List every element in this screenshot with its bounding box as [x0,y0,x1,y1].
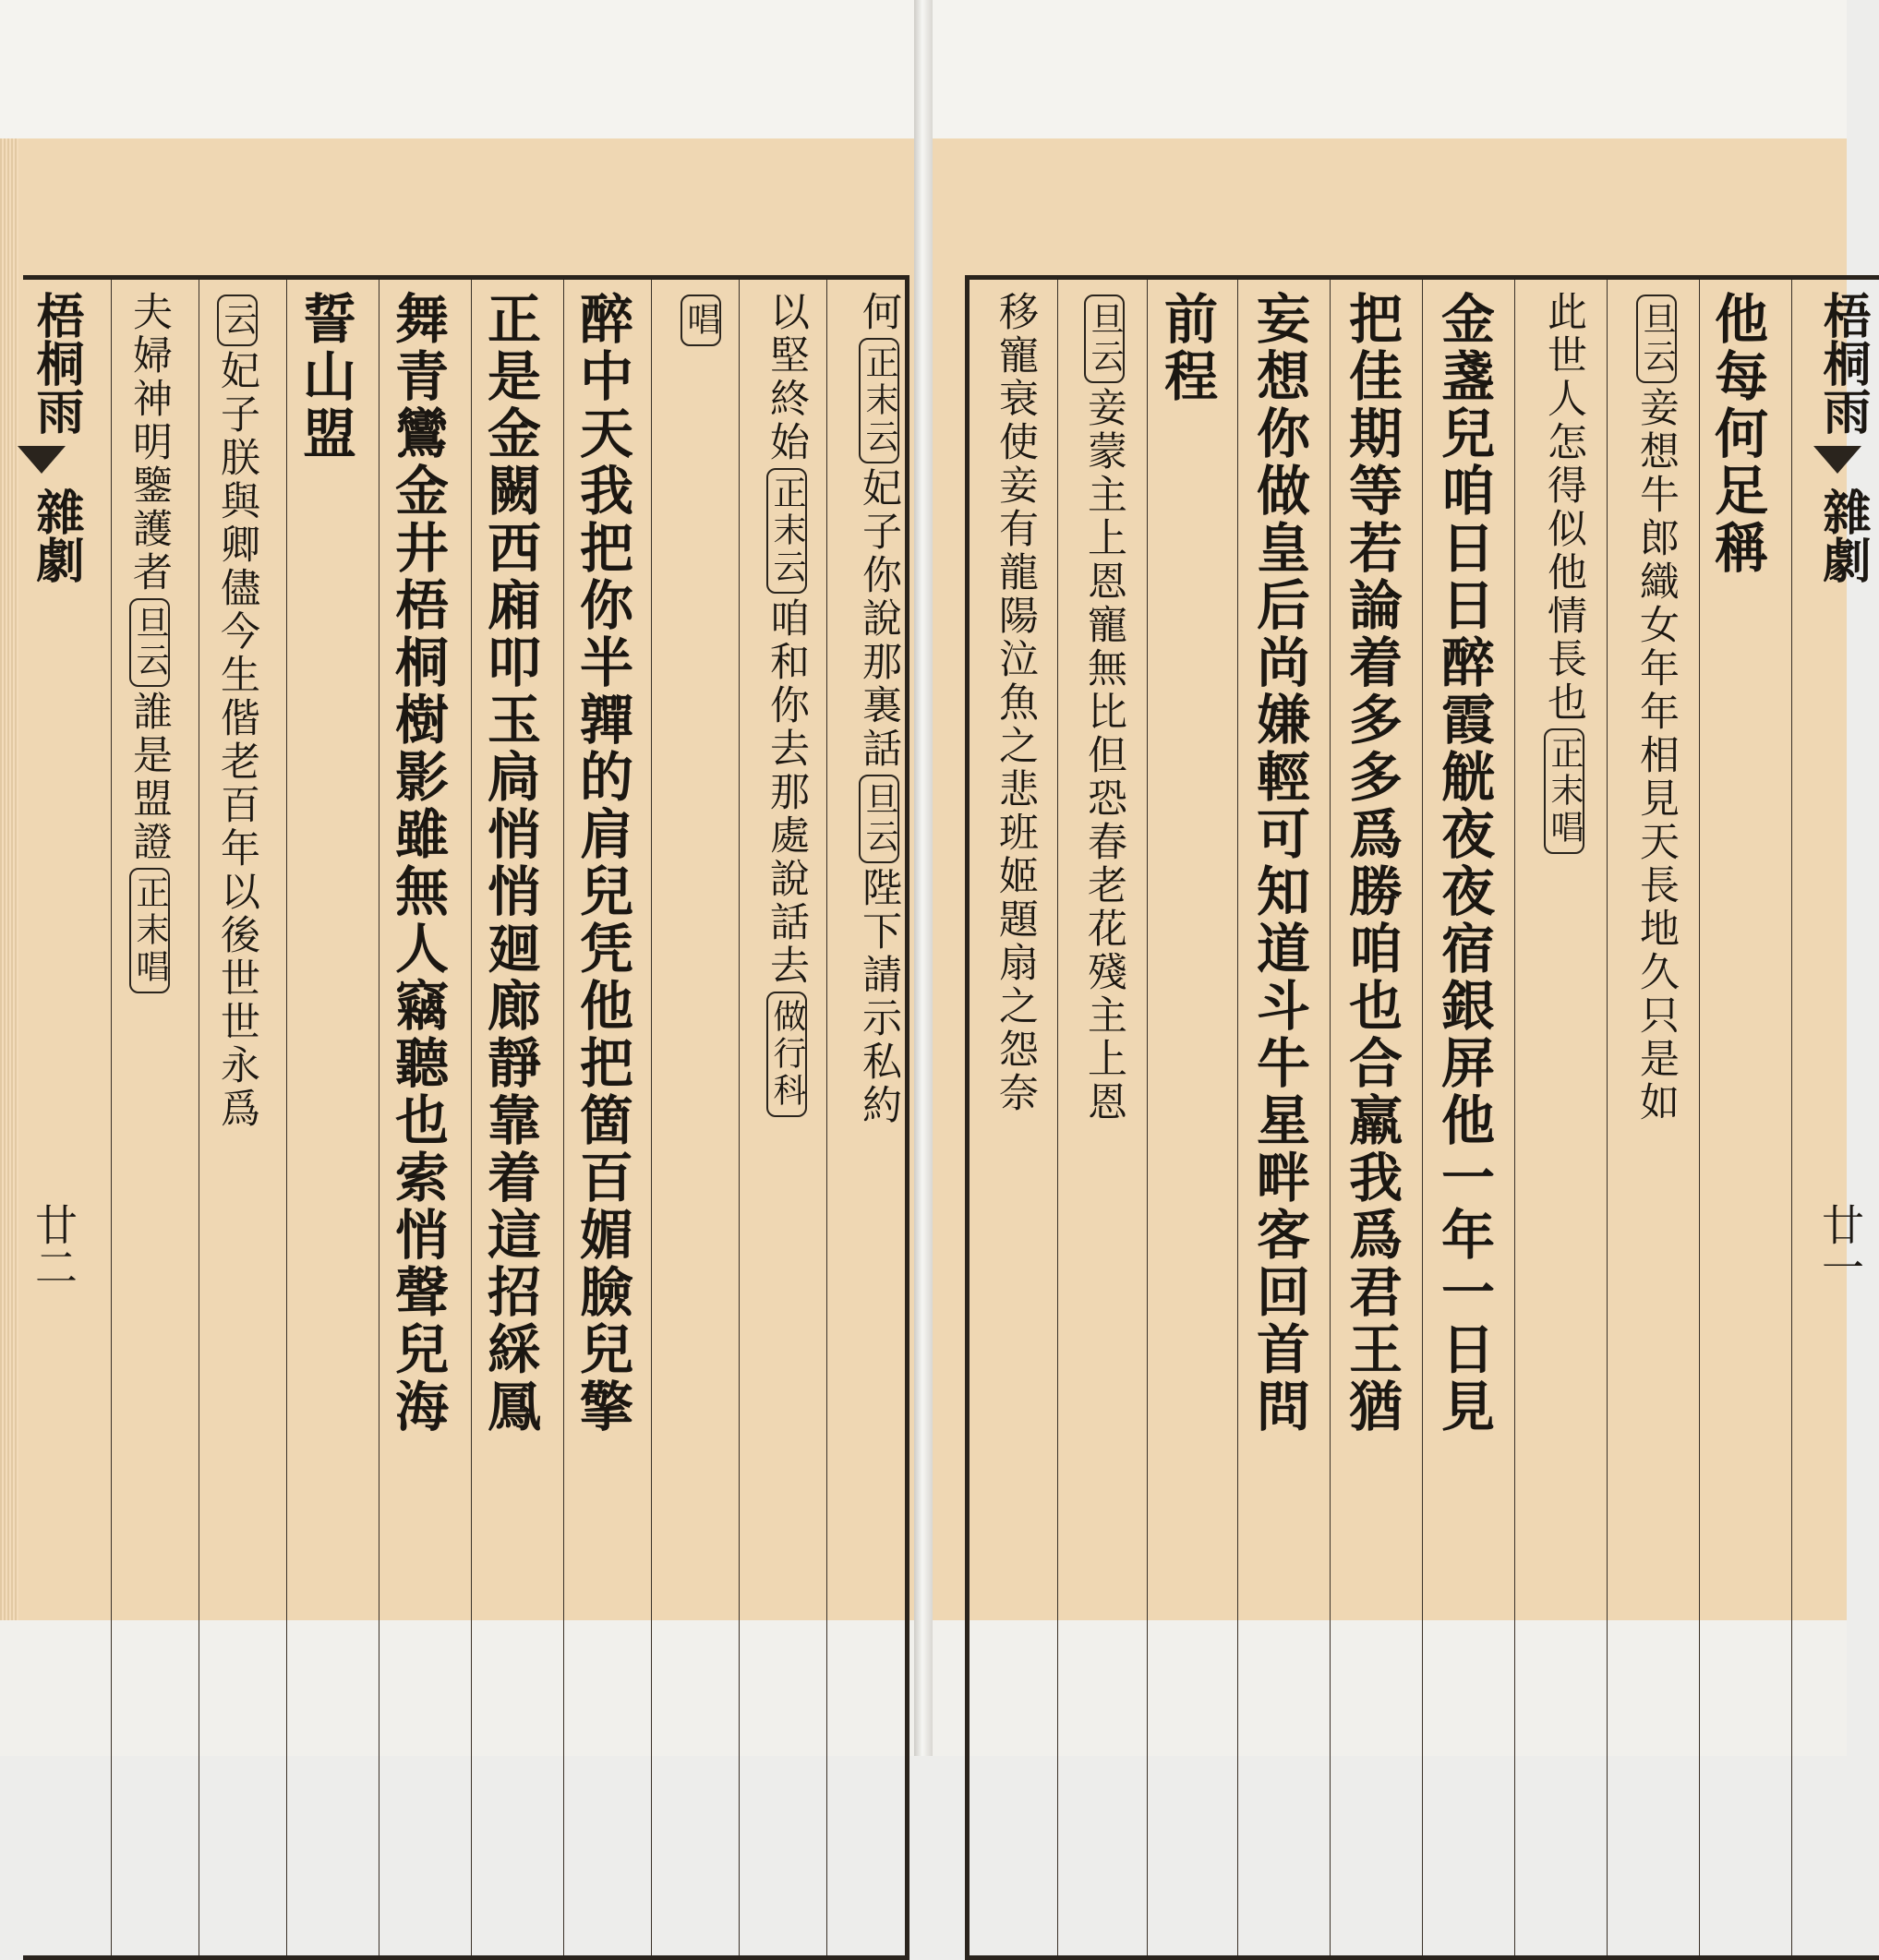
text-column [214,291,260,1131]
column-text: 此世人怎得似他情長也 [1541,291,1587,725]
left-text-frame [23,275,909,1960]
text-column [478,291,541,1436]
margin-title-bottom: 雜劇 [28,487,84,583]
column-text: 咱和你去那處說話去 [764,597,810,988]
page-edges [0,138,18,1620]
column-text: 陛下請示私約 [856,867,902,1127]
margin-title-top: 梧桐雨 [28,291,84,435]
role-marker: 旦云 [1084,295,1125,383]
margin-title-bottom: 雜劇 [1814,487,1871,583]
text-column [386,291,449,1436]
text-column [126,291,173,997]
column-text: 何 [856,291,902,334]
text-column [681,291,721,350]
text-column [294,291,356,463]
column-text: 正是金闕西廂叩玉扃悄悄廻廊靜靠着這招綵鳳 [478,291,541,1436]
text-column [1340,291,1403,1436]
column-text: 妾蒙主上恩寵無比但恐春老花殘主上恩 [1081,387,1127,1124]
text-column [993,291,1039,1115]
column-text: 把佳期等若論着多多爲勝咱也合羸我爲君王猶 [1340,291,1403,1436]
text-column [1541,291,1587,858]
page-number: 廿一 [1815,1203,1865,1288]
role-marker: 正末云 [859,338,899,463]
text-column [1155,291,1218,405]
column-text: 妄想你做皇后尚嫌輕可知道斗牛星畔客回首問 [1247,291,1310,1436]
column-text: 妃子你說那裏話 [856,467,902,771]
column-text: 妾想牛郎織女年年相見天長地久只是如 [1633,387,1680,1124]
role-marker: 云 [217,295,258,346]
role-marker: 正末云 [766,468,807,594]
role-marker: 正末唱 [1544,728,1584,854]
column-text: 舞青鸞金井梧桐樹影雖無人竊聽也索悄聲兒海 [386,291,449,1436]
margin-title-top: 梧桐雨 [1814,291,1871,435]
column-text: 以堅終始 [764,291,810,464]
fish-tail-mark [18,446,66,474]
column-text: 誰是盟證 [126,691,173,864]
column-text: 醉中天我把你半嚲的肩兒凭他把箇百媚臉兒擎 [571,291,633,1436]
role-marker: 旦云 [129,598,170,687]
column-text: 夫婦神明鑒護者 [126,291,173,595]
column-text: 前程 [1155,291,1218,405]
text-column [1633,291,1680,1124]
right-page [933,0,1871,1756]
page-number: 廿二 [29,1203,78,1288]
text-column [571,291,633,1436]
text-column [856,291,902,1127]
text-column [1247,291,1310,1436]
role-marker: 做行科 [766,992,807,1117]
book-gutter [914,0,933,1756]
text-column [1432,291,1495,1436]
text-column [1705,291,1768,577]
role-marker: 旦云 [859,775,899,863]
role-marker: 旦云 [1636,295,1677,383]
column-text: 誓山盟 [294,291,356,463]
role-marker: 唱 [681,295,721,346]
text-column [764,291,810,1121]
column-text: 他每何足稱 [1705,291,1768,577]
role-marker: 正末唱 [129,868,170,993]
left-page [0,0,914,1756]
fish-tail-mark [1813,446,1861,474]
text-column [1081,291,1127,1124]
column-text: 金盞兒咱日日醉霞觥夜夜宿銀屏他一年一日見 [1432,291,1495,1436]
column-text: 移寵衰使妾有龍陽泣魚之悲班姬題扇之怨奈 [993,291,1039,1115]
right-text-frame [965,275,1879,1960]
column-text: 妃子朕與卿儘今生偕老百年以後世世永爲 [214,350,260,1131]
